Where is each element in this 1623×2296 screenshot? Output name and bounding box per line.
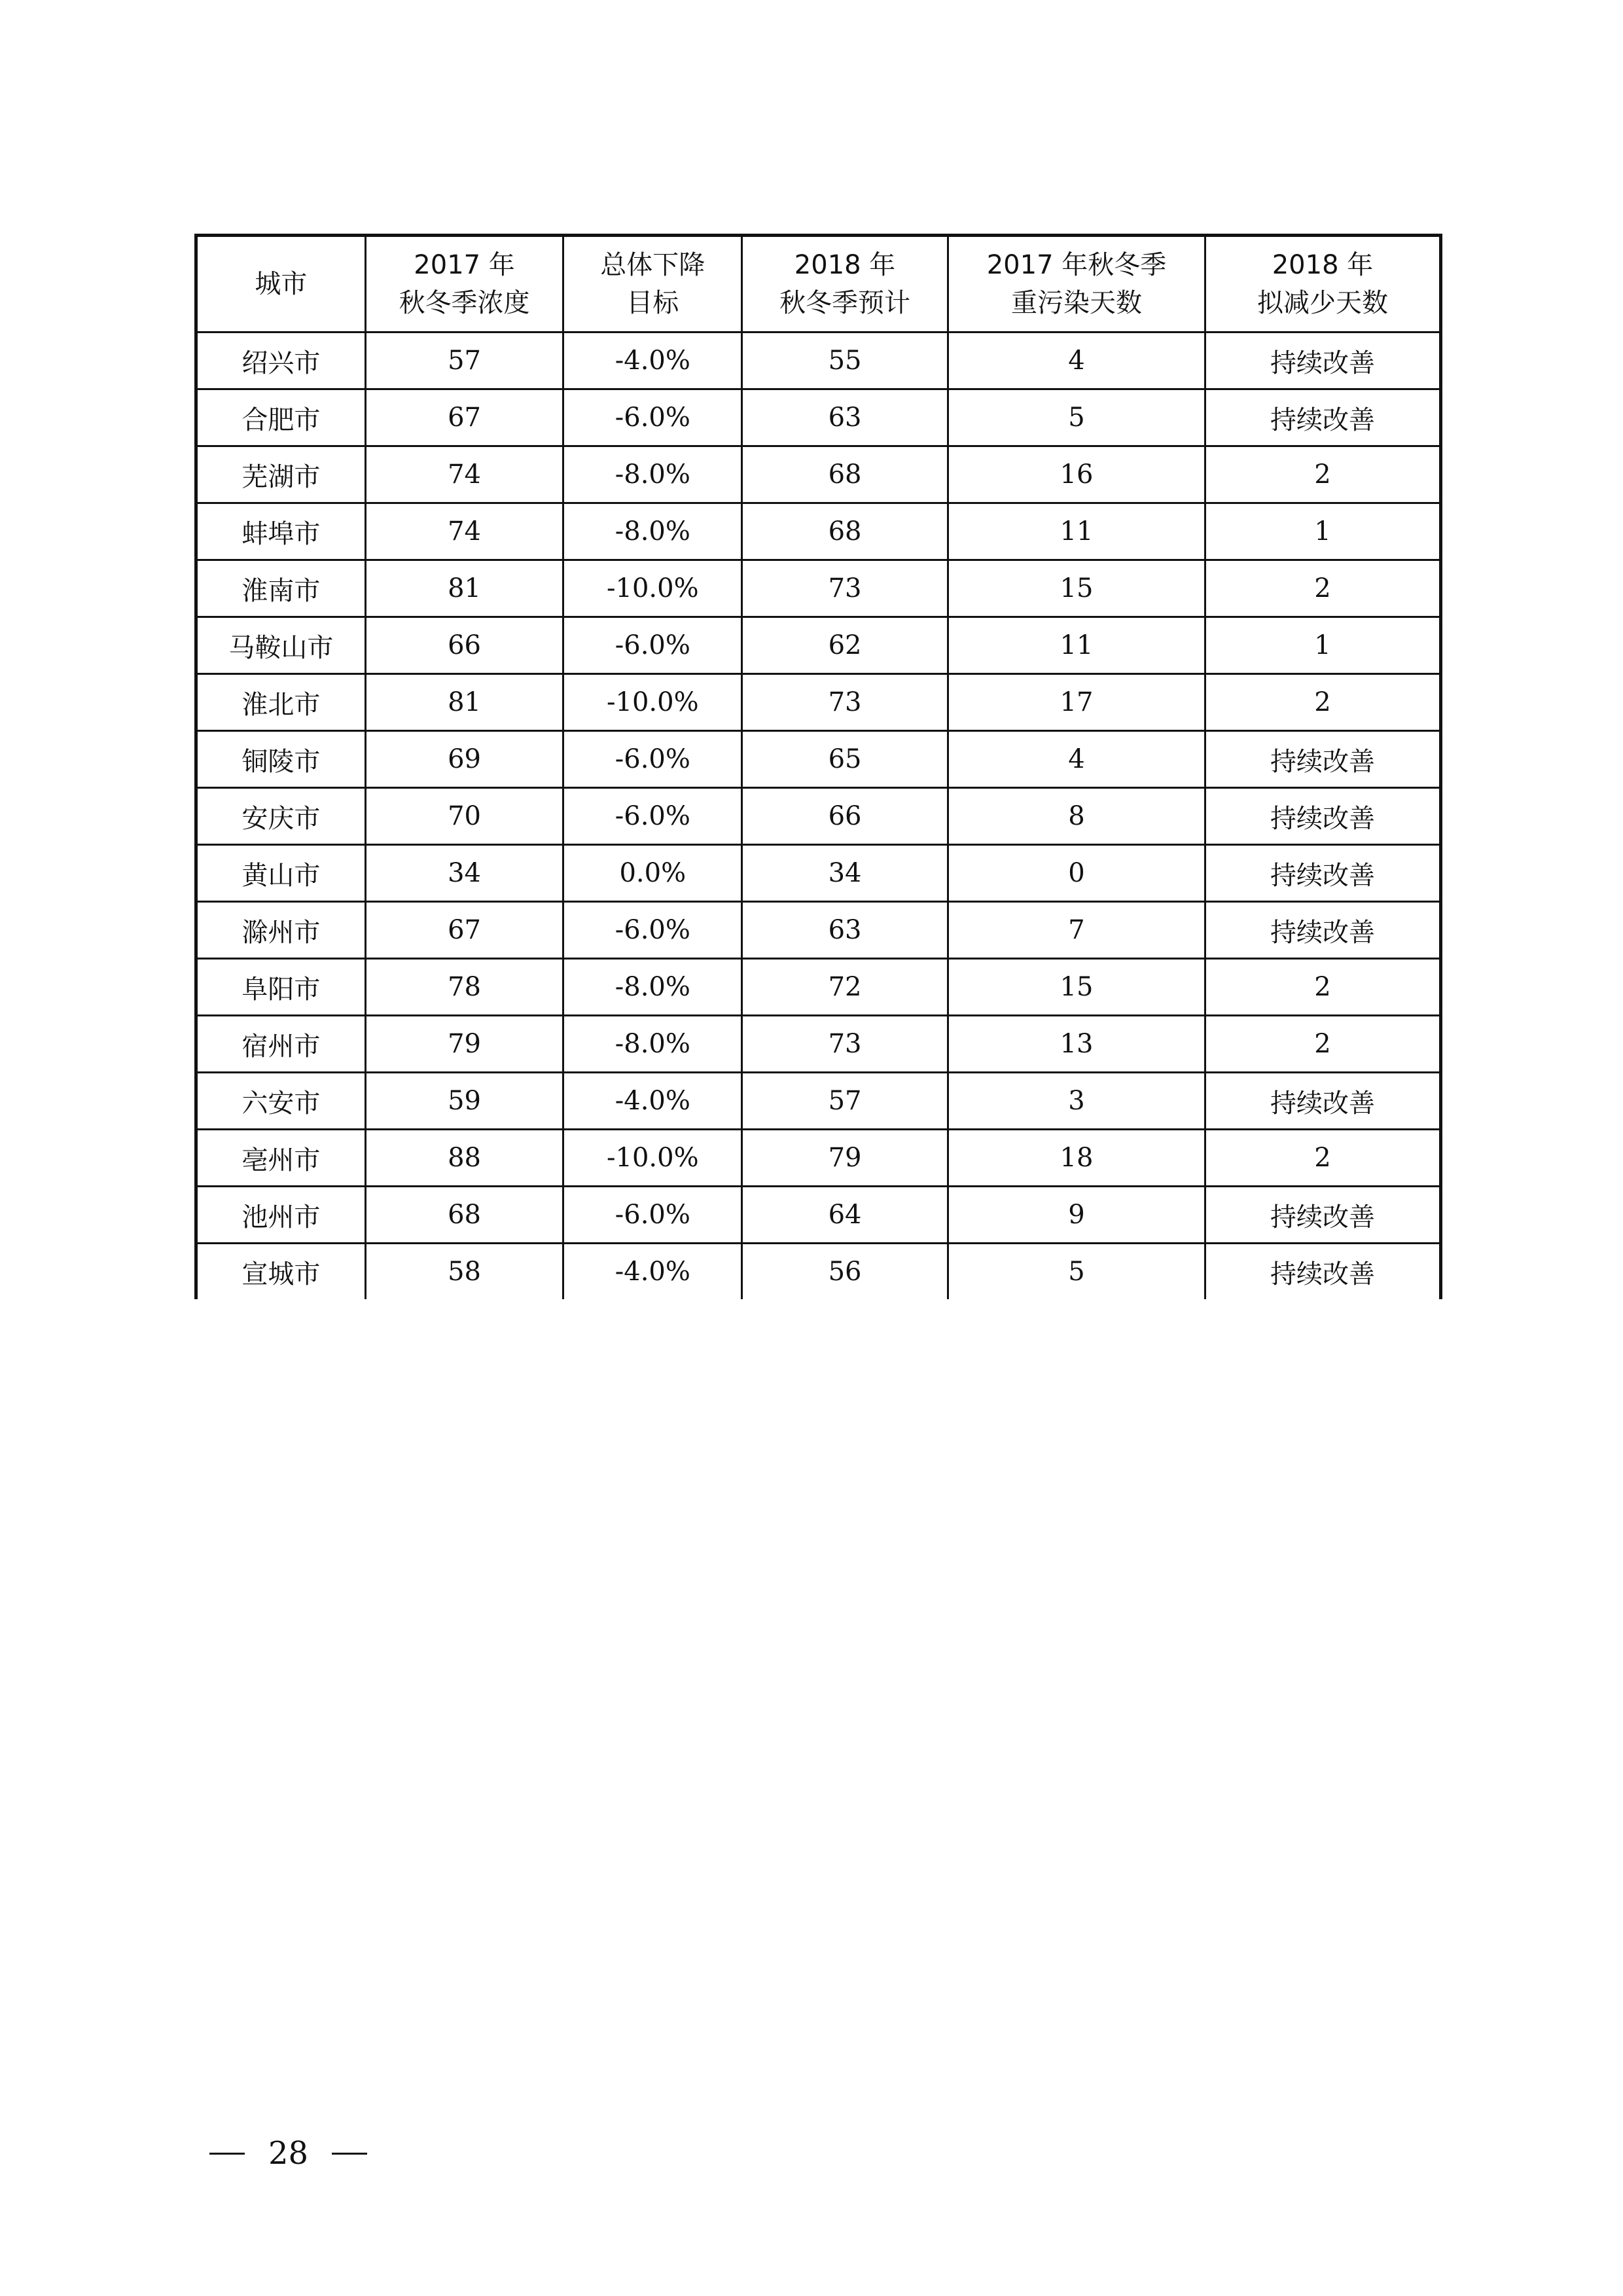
- table-row: [196, 788, 1441, 845]
- column-header-line: 2017 年: [414, 250, 515, 280]
- table-cell: 67: [365, 902, 563, 959]
- table-row: [196, 446, 1441, 503]
- table-body: [196, 332, 1441, 1300]
- table-cell: 持续改善: [1205, 902, 1441, 959]
- table-cell: 2: [1205, 959, 1441, 1016]
- table-row: [196, 959, 1441, 1016]
- table-cell: 2: [1205, 560, 1441, 617]
- column-header: [563, 236, 742, 332]
- table-cell: 69: [365, 731, 563, 788]
- table-cell: -6.0%: [563, 902, 742, 959]
- footer-dash-left: [209, 2153, 245, 2155]
- table-cell: 62: [742, 617, 948, 674]
- table-cell: 73: [742, 674, 948, 731]
- table-cell: 15: [948, 959, 1205, 1016]
- city-cell: 蚌埠市: [196, 503, 366, 560]
- table-row: [196, 560, 1441, 617]
- table-cell: -10.0%: [563, 674, 742, 731]
- column-header-line: 拟减少天数: [1257, 288, 1388, 318]
- table-row: [196, 731, 1441, 788]
- city-cell: 宣城市: [196, 1244, 366, 1300]
- table-row: [196, 1187, 1441, 1244]
- table-cell: 持续改善: [1205, 332, 1441, 389]
- table-cell: 2: [1205, 446, 1441, 503]
- table-cell: -8.0%: [563, 503, 742, 560]
- table-cell: 7: [948, 902, 1205, 959]
- table-cell: 4: [948, 731, 1205, 788]
- table-cell: 58: [365, 1244, 563, 1300]
- table-cell: 59: [365, 1073, 563, 1130]
- column-header: [1205, 236, 1441, 332]
- table-cell: 81: [365, 674, 563, 731]
- city-cell: 滁州市: [196, 902, 366, 959]
- column-header: [365, 236, 563, 332]
- table-cell: 55: [742, 332, 948, 389]
- table-row: [196, 902, 1441, 959]
- table-cell: 74: [365, 503, 563, 560]
- table-cell: -4.0%: [563, 332, 742, 389]
- data-table-container: [194, 234, 1442, 1299]
- table-row: [196, 332, 1441, 389]
- table-cell: -6.0%: [563, 617, 742, 674]
- header-row: [196, 236, 1441, 332]
- table-row: [196, 389, 1441, 446]
- table-cell: 63: [742, 902, 948, 959]
- table-cell: 78: [365, 959, 563, 1016]
- table-cell: 70: [365, 788, 563, 845]
- table-cell: -6.0%: [563, 389, 742, 446]
- city-cell: 马鞍山市: [196, 617, 366, 674]
- city-cell: 池州市: [196, 1187, 366, 1244]
- table-cell: 65: [742, 731, 948, 788]
- table-cell: -8.0%: [563, 446, 742, 503]
- table-cell: -10.0%: [563, 560, 742, 617]
- table-cell: 57: [742, 1073, 948, 1130]
- table-row: [196, 617, 1441, 674]
- table-cell: 0.0%: [563, 845, 742, 902]
- table-cell: 72: [742, 959, 948, 1016]
- table-row: [196, 1016, 1441, 1073]
- city-cell: 淮北市: [196, 674, 366, 731]
- table-cell: 持续改善: [1205, 731, 1441, 788]
- table-cell: 63: [742, 389, 948, 446]
- column-header-line: 2018 年: [1272, 250, 1374, 280]
- table-cell: 5: [948, 389, 1205, 446]
- pollution-table: [194, 234, 1442, 1299]
- table-row: [196, 1244, 1441, 1300]
- column-header: [196, 236, 366, 332]
- city-cell: 阜阳市: [196, 959, 366, 1016]
- table-cell: 73: [742, 1016, 948, 1073]
- table-cell: 16: [948, 446, 1205, 503]
- table-cell: 66: [742, 788, 948, 845]
- column-header-line: 秋冬季预计: [779, 288, 911, 318]
- table-cell: 2: [1205, 1016, 1441, 1073]
- table-cell: 64: [742, 1187, 948, 1244]
- table-cell: 88: [365, 1130, 563, 1187]
- table-cell: 持续改善: [1205, 389, 1441, 446]
- table-cell: 持续改善: [1205, 1073, 1441, 1130]
- table-cell: 79: [742, 1130, 948, 1187]
- table-cell: 68: [365, 1187, 563, 1244]
- table-cell: 81: [365, 560, 563, 617]
- table-row: [196, 845, 1441, 902]
- city-cell: 六安市: [196, 1073, 366, 1130]
- table-cell: 5: [948, 1244, 1205, 1300]
- table-cell: 13: [948, 1016, 1205, 1073]
- table-cell: 67: [365, 389, 563, 446]
- table-cell: 9: [948, 1187, 1205, 1244]
- footer-dash-right: [332, 2153, 367, 2155]
- column-header: [948, 236, 1205, 332]
- page-footer: [209, 2135, 367, 2172]
- table-cell: 34: [742, 845, 948, 902]
- column-header-line: 城市: [255, 269, 308, 299]
- table-row: [196, 1130, 1441, 1187]
- table-cell: -4.0%: [563, 1073, 742, 1130]
- table-cell: 1: [1205, 617, 1441, 674]
- table-cell: 1: [1205, 503, 1441, 560]
- table-cell: 74: [365, 446, 563, 503]
- table-cell: 4: [948, 332, 1205, 389]
- city-cell: 黄山市: [196, 845, 366, 902]
- city-cell: 淮南市: [196, 560, 366, 617]
- city-cell: 铜陵市: [196, 731, 366, 788]
- table-cell: 持续改善: [1205, 1187, 1441, 1244]
- table-cell: 2: [1205, 674, 1441, 731]
- table-cell: 3: [948, 1073, 1205, 1130]
- table-cell: 18: [948, 1130, 1205, 1187]
- table-cell: 持续改善: [1205, 788, 1441, 845]
- page-number: 28: [268, 2135, 309, 2172]
- table-cell: 66: [365, 617, 563, 674]
- table-cell: 17: [948, 674, 1205, 731]
- city-cell: 芜湖市: [196, 446, 366, 503]
- column-header-line: 秋冬季浓度: [399, 288, 530, 318]
- table-cell: 68: [742, 503, 948, 560]
- column-header-line: 2018 年: [794, 250, 896, 280]
- table-cell: 34: [365, 845, 563, 902]
- column-header: [742, 236, 948, 332]
- city-cell: 亳州市: [196, 1130, 366, 1187]
- column-header-line: 目标: [626, 288, 679, 318]
- table-cell: 79: [365, 1016, 563, 1073]
- table-row: [196, 503, 1441, 560]
- table-cell: 15: [948, 560, 1205, 617]
- table-cell: -4.0%: [563, 1244, 742, 1300]
- city-cell: 绍兴市: [196, 332, 366, 389]
- table-cell: 持续改善: [1205, 845, 1441, 902]
- table-cell: 68: [742, 446, 948, 503]
- table-cell: -10.0%: [563, 1130, 742, 1187]
- table-cell: 56: [742, 1244, 948, 1300]
- table-cell: -6.0%: [563, 731, 742, 788]
- table-cell: 73: [742, 560, 948, 617]
- city-cell: 合肥市: [196, 389, 366, 446]
- table-cell: 持续改善: [1270, 1259, 1375, 1289]
- table-cell: 57: [365, 332, 563, 389]
- table-row: [196, 674, 1441, 731]
- table-cell: -8.0%: [563, 959, 742, 1016]
- table-cell: 11: [948, 617, 1205, 674]
- column-header-line: 总体下降: [600, 250, 705, 280]
- table-cell: 11: [948, 503, 1205, 560]
- table-cell: -6.0%: [563, 788, 742, 845]
- table-row: [196, 1073, 1441, 1130]
- city-cell: 宿州市: [196, 1016, 366, 1073]
- city-cell: 安庆市: [196, 788, 366, 845]
- column-header-line: 2017 年秋冬季: [986, 250, 1167, 280]
- table-cell: 2: [1205, 1130, 1441, 1187]
- table-cell: 8: [948, 788, 1205, 845]
- table-header: [196, 236, 1441, 332]
- table-cell: 0: [948, 845, 1205, 902]
- table-cell: -6.0%: [563, 1187, 742, 1244]
- column-header-line: 重污染天数: [1010, 288, 1142, 318]
- table-cell: -8.0%: [563, 1016, 742, 1073]
